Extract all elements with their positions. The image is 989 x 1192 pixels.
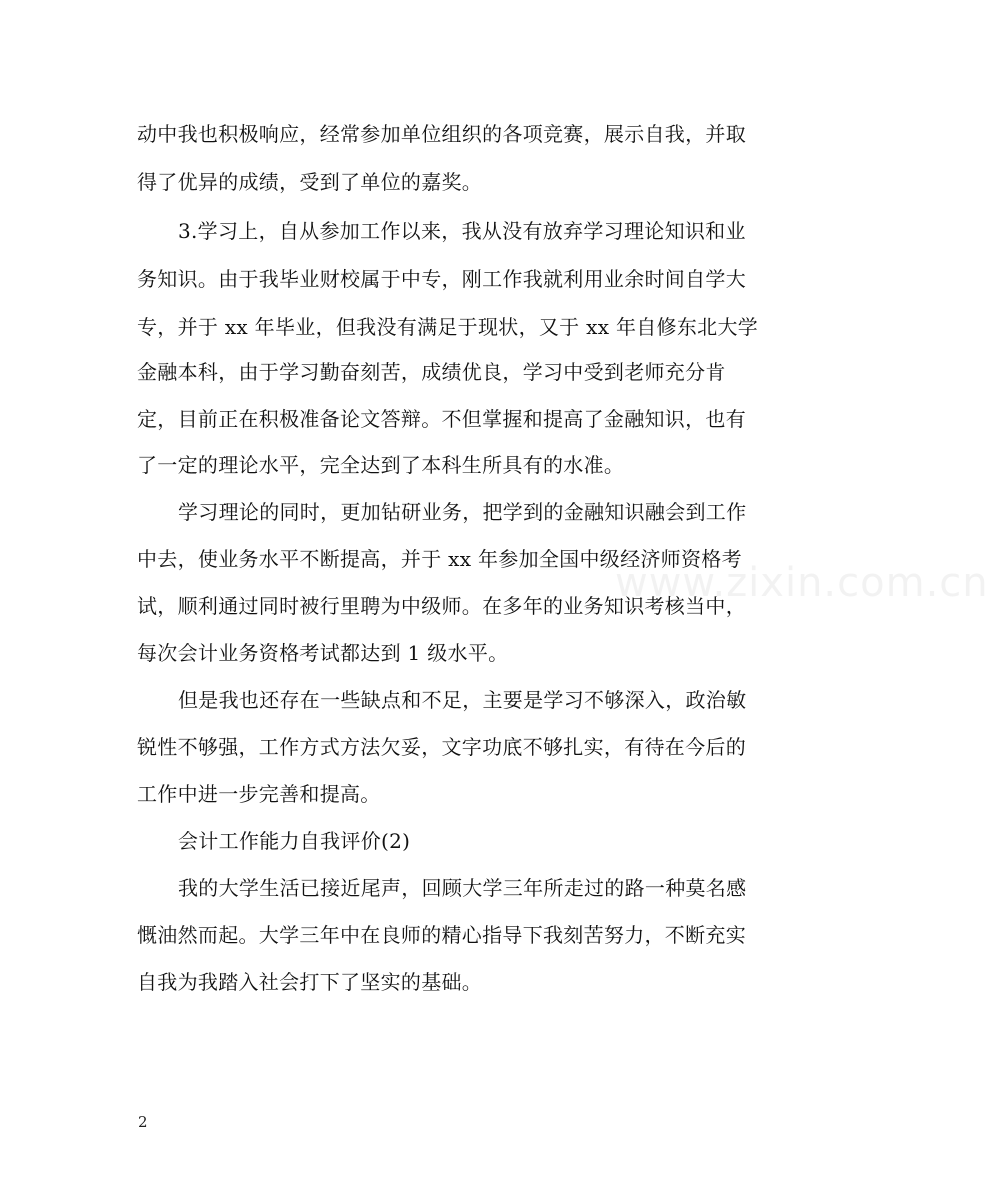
text-line-19: 自我为我踏入社会打下了坚实的基础。 — [137, 970, 483, 994]
text-line-3: 3.学习上，自从参加工作以来，我从没有放弃学习理论知识和业 — [178, 219, 746, 243]
text-line-4: 务知识。由于我毕业财校属于中专，刚工作我就利用业余时间自学大 — [137, 267, 746, 291]
watermark: www.zixin.com.cn — [615, 560, 989, 606]
text-line-8: 了一定的理论水平，完全达到了本科生所具有的水准。 — [137, 453, 625, 477]
text-line-13: 但是我也还存在一些缺点和不足，主要是学习不够深入，政治敏 — [178, 688, 747, 712]
text-line-12: 每次会计业务资格考试都达到 1 级水平。 — [137, 641, 509, 665]
page-number: 2 — [138, 1113, 148, 1131]
text-line-5: 专，并于 xx 年毕业，但我没有满足于现状，又于 xx 年自修东北大学 — [137, 315, 759, 339]
text-line-15: 工作中进一步完善和提高。 — [137, 782, 381, 806]
text-line-18: 慨油然而起。大学三年中在良师的精心指导下我刻苦努力，不断充实 — [137, 923, 746, 947]
text-line-1: 动中我也积极响应，经常参加单位组织的各项竞赛，展示自我，并取 — [137, 122, 746, 146]
text-line-17: 我的大学生活已接近尾声，回顾大学三年所走过的路一种莫名感 — [178, 876, 747, 900]
text-line-2: 得了优异的成绩，受到了单位的嘉奖。 — [137, 170, 483, 194]
text-line-6: 金融本科，由于学习勤奋刻苦，成绩优良，学习中受到老师充分肯 — [137, 360, 726, 384]
section-heading: 会计工作能力自我评价(2) — [178, 829, 411, 853]
text-line-11: 试，顺利通过同时被行里聘为中级师。在多年的业务知识考核当中， — [137, 594, 746, 618]
text-line-14: 锐性不够强，工作方式方法欠妥，文字功底不够扎实，有待在今后的 — [137, 735, 746, 759]
text-line-7: 定，目前正在积极准备论文答辩。不但掌握和提高了金融知识，也有 — [137, 407, 746, 431]
text-line-9: 学习理论的同时，更加钻研业务，把学到的金融知识融会到工作 — [178, 500, 747, 524]
text-line-10: 中去，使业务水平不断提高，并于 xx 年参加全国中级经济师资格考 — [137, 547, 742, 571]
